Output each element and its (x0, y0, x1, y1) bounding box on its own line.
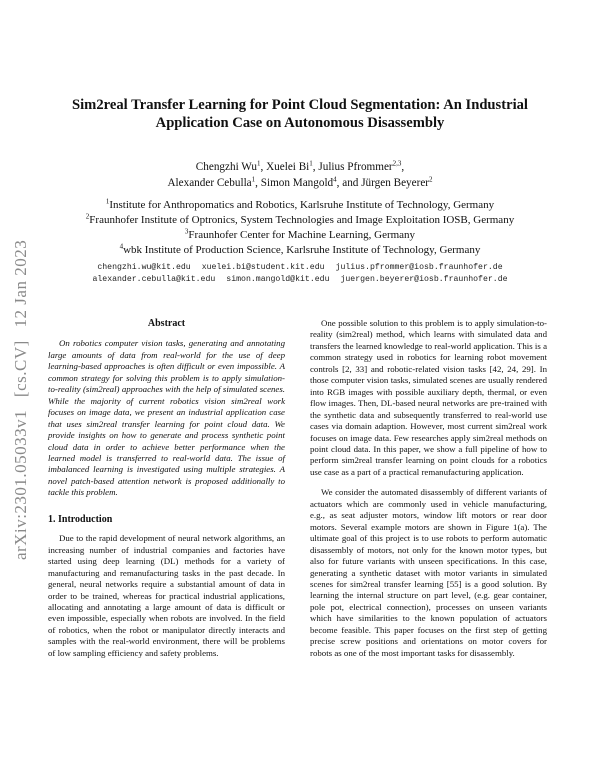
email-link[interactable]: juergen.beyerer@iosb.fraunhofer.de (340, 274, 508, 284)
title-line-1: Sim2real Transfer Learning for Point Cloud Segmentation: An Industrial (72, 97, 528, 113)
author-name: Alexander Cebulla (167, 176, 252, 189)
email-link[interactable]: julius.pfrommer@iosb.fraunhofer.de (335, 263, 503, 272)
author-name: Chengzhi Wu (195, 161, 257, 173)
paper-title (60, 96, 540, 132)
affiliation: $^3$Fraunhofer Center for Machine Learning, Germany (184, 227, 416, 241)
email-link[interactable]: alexander.cebulla@kit.edu (92, 274, 216, 284)
abstract-heading: Abstract (147, 318, 186, 329)
arxiv-category: [cs.CV] (11, 340, 30, 398)
author-name: Julius Pfrommer (318, 161, 393, 173)
body-paragraph: We consider the automated disassembly of different variants of actuators which are commonly used in vehicle manufacturing, e.g., as seat adjuster motors, window lift motors or rear door motors. Several example motors are shown in Figure 1(a). The ultimate goal of this project is to use robots to perform automatic disassembly of motors, not only for the known motor types, but also for future variants with unseen specifications. In this case, generating a synthetic dataset with motor variants in simulated scenes for sim2real transfer learning [55] is a good solution. By learning the internal structure on part level, (e.g. gear container, pole pot, electrical connection), processes on unseen variants which have similarities to the known population of actuators become feasible. This paper focuses on the first step of getting precise screw positions and orientations on motor covers for robots as one of the most important tasks for disassembly. (310, 487, 547, 658)
arxiv-id: arXiv:2301.05033v1 (11, 409, 30, 560)
author-name: Xuelei Bi (266, 161, 310, 173)
abstract-text: On robotics computer vision tasks, generating and annotating large amounts of data from real-world for the use of deep learning-based approaches is often difficult or even impossible. A common strategy for solving this problem is to apply simulation-to-reality (sim2real) approaches with the help of simulated scenes. While the majority of current robotics vision sim2real work focuses on image data, we present an industrial application case that uses sim2real transfer learning for point cloud data. We provide insights on how to generate and process synthetic point cloud data in order to achieve better performance when the learned model is transferred to real-world data. The issue of imbalanced learning is investigated using multiple strategies. A novel patch-based attention network is proposed additionally to tackle this problem. (48, 338, 285, 498)
author-list: Chengzhi Wu$^1$, Xuelei Bi$^1$, Julius Pfrommer$^{2,3}$, Alexander Cebulla$^1$, Simon Mangold$^4$, and Jürgen Beyerer$^2$ (167, 159, 433, 189)
email-link[interactable]: chengzhi.wu@kit.edu (97, 263, 191, 272)
title-line-2: Application Case on Autonomous Disassembly (155, 115, 445, 131)
affiliation-list (40, 198, 560, 258)
arxiv-stamp (11, 190, 31, 560)
intro-paragraph: Due to the rapid development of neural network algorithms, an increasing number of industrial companies and factories have started using deep learning (DL) methods for a variety of manufacturing and remanufacturing tasks in the past decade. In general, neural networks require a substantial amount of data in order to be trained, whereas for practical industrial applications, allocating and annotating a large amount of data is difficult or even impossible, especially when robots are involved. In the field of robotics, when the robot or manipulator directly interacts and samples with the real-world environment, there will be problems of low sampling efficiency and safety problems. (48, 533, 285, 658)
body-paragraph: One possible solution to this problem is to apply simulation-to-reality (sim2real) method, which learns with simulated data and transfers the learned knowledge to real-world application. This is a common strategy used in robotics for learning robot movement controls [2, 33] and robotic-related vision tasks [42, 24, 29]. In those computer vision tasks, simulated scenes are usually rendered into RGB images with possible auxiliary depth, thermal, or even flow images. Then, DL-based neural networks are pre-trained with the synthetic data and subsequently transferred to real-world use cases via domain adaption. However, most current sim2real work focuses on image data. Few researches apply sim2real methods on point cloud data. In this paper, we show a full pipeline of how to perform sim2real transfer learning on point clouds for a robotics use case as a part of a practical remanufacturing application. (310, 318, 547, 477)
arxiv-date: 12 Jan 2023 (11, 239, 30, 328)
author-name: Simon Mangold (260, 176, 334, 189)
email-link[interactable]: xuelei.bi@student.kit.edu (201, 263, 325, 272)
affiliation: $^1$Institute for Anthropomatics and Robotics, Karlsruhe Institute of Technology, Germany (105, 197, 495, 211)
affiliation: $^2$Fraunhofer Institute of Optronics, System Technologies and Image Exploitation IOSB, Germany (85, 212, 515, 226)
affiliation: $^4$wbk Institute of Production Science, Karlsruhe Institute of Technology, Germany (119, 242, 481, 256)
email-list (40, 262, 560, 285)
introduction-heading: 1. Introduction (48, 513, 113, 525)
author-name: and Jürgen Beyerer (342, 176, 430, 189)
right-column (310, 318, 547, 668)
left-column (48, 318, 285, 668)
email-link[interactable]: simon.mangold@kit.edu (226, 274, 330, 284)
